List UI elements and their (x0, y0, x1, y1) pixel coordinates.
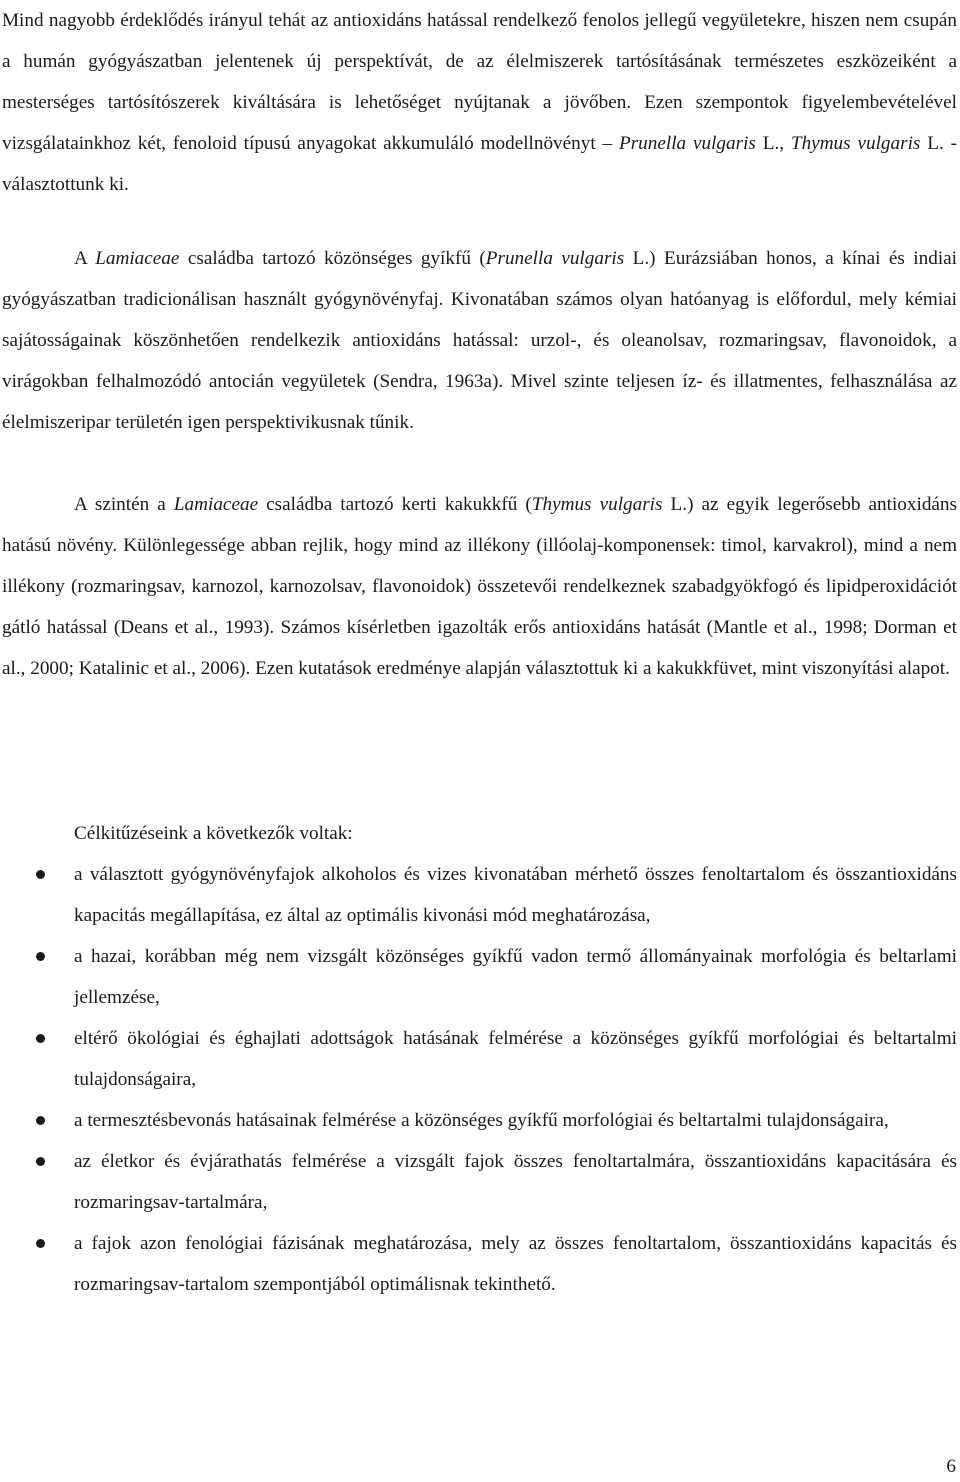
goal-text: a fajok azon fenológiai fázisának meghatározása, mely az összes fenoltartalom, összantioxidáns kapacitás és rozmaringsav-tartalom szempontjából optimálisnak tekinthető. (74, 1233, 957, 1295)
species-name-italic: Prunella vulgaris (618, 133, 756, 154)
paragraph-thymus-vulgaris (2, 484, 957, 689)
species-name-italic: Thymus vulgaris (790, 133, 921, 154)
text-segment: A (74, 248, 96, 269)
goal-item (0, 1100, 960, 1141)
goals-list (0, 854, 960, 1305)
goal-item (0, 854, 960, 936)
bullet-icon (36, 870, 45, 879)
text-segment: Mind nagyobb érdeklődés irányul tehát az antioxidáns hatással rendelkező fenolos jellegű vegyületekre, hiszen nem csupán a humán gyógyászatban jelentenek új perspektívát, de az élelmiszerek tartósításának természetes eszközeiként a mesterséges tartósítószerek kiváltására is lehetőséget nyújtanak a jövőben. Ezen szempontok figyelembevételével vizsgálatainkhoz két, fenoloid típusú anyagokat akkumuláló modellnövényt – (2, 10, 957, 154)
paragraph-prunella-vulgaris (2, 238, 957, 443)
goal-item (0, 1223, 960, 1305)
bullet-icon (36, 1116, 45, 1125)
goal-item (0, 936, 960, 1018)
species-name-italic: Prunella vulgaris (485, 248, 625, 269)
page-number: 6 (946, 1456, 956, 1477)
bullet-icon (36, 1034, 45, 1043)
species-name-italic: Lamiaceae (173, 494, 259, 515)
goal-text: a termesztésbevonás hatásainak felmérése a közönséges gyíkfű morfológiai és beltartalmi tulajdonságaira, (74, 1110, 889, 1131)
goal-item (0, 1018, 960, 1100)
text-segment: A szintén a (74, 494, 174, 515)
text-segment: L.) az egyik legerősebb antioxidáns hatású növény. Különlegessége abban rejlik, hogy mind az illékony (illóolaj-komponensek: timol, karvakrol), mind a nem illékony (rozmaringsav, karnozol, karnozolsav, flavonoidok) összetevői rendelkeznek szabadgyökfogó és lipidperoxidációt gátló hatással (Deans et al., 1993). Számos kísérletben igazolták erős antioxidáns hatását (Mantle et al., 1998; Dorman et al., 2000; Katalinic et al., 2006). Ezen kutatások eredménye alapján választottuk ki a kakukkfüvet, mint viszonyítási alapot. (2, 494, 957, 679)
text-segment: családba tartozó kerti kakukkfű ( (258, 494, 532, 515)
goal-text: a választott gyógynövényfajok alkoholos és vizes kivonatában mérhető összes fenoltartalom és összantioxidáns kapacitás megállapítása, ez által az optimális kivonási mód meghatározása, (74, 864, 957, 926)
goals-heading: Célkitűzéseink a következők voltak: (74, 823, 353, 844)
goal-text: az életkor és évjárathatás felmérése a vizsgált fajok összes fenoltartalmára, összantioxidáns kapacitására és rozmaringsav-tartalmára, (74, 1151, 957, 1213)
bullet-icon (36, 1239, 45, 1248)
species-name-italic: Thymus vulgaris (531, 494, 663, 515)
bullet-icon (36, 952, 45, 961)
text-segment: L.) Eurázsiában honos, a kínai és indiai gyógyászatban tradicionálisan használt gyógynövényfaj. Kivonatában számos olyan hatóanyag is előfordul, mely kémiai sajátosságainak köszönhetően rendelkezik antioxidáns hatással: urzol-, és oleanolsav, rozmaringsav, flavonoidok, a virágokban felhalmozódó antocián vegyületek (Sendra, 1963a). Mivel szinte teljesen íz- és illatmentes, felhasználása az élelmiszeripar területén igen perspektivikusnak tűnik. (2, 248, 957, 433)
goal-text: a hazai, korábban még nem vizsgált közönséges gyíkfű vadon termő állományainak morfológia és beltarlami jellemzése, (74, 946, 957, 1008)
species-name-italic: Lamiaceae (95, 248, 180, 269)
text-segment: L., (755, 133, 791, 154)
goal-item (0, 1141, 960, 1223)
goal-text: eltérő ökológiai és éghajlati adottságok hatásának felmérése a közönséges gyíkfű morfológiai és beltartalmi tulajdonságaira, (74, 1028, 957, 1090)
text-segment: L. - választottunk ki. (2, 133, 957, 195)
bullet-icon (36, 1157, 45, 1166)
text-segment: családba tartozó közönséges gyíkfű ( (179, 248, 486, 269)
paragraph-antioxidant-intro (2, 0, 957, 205)
